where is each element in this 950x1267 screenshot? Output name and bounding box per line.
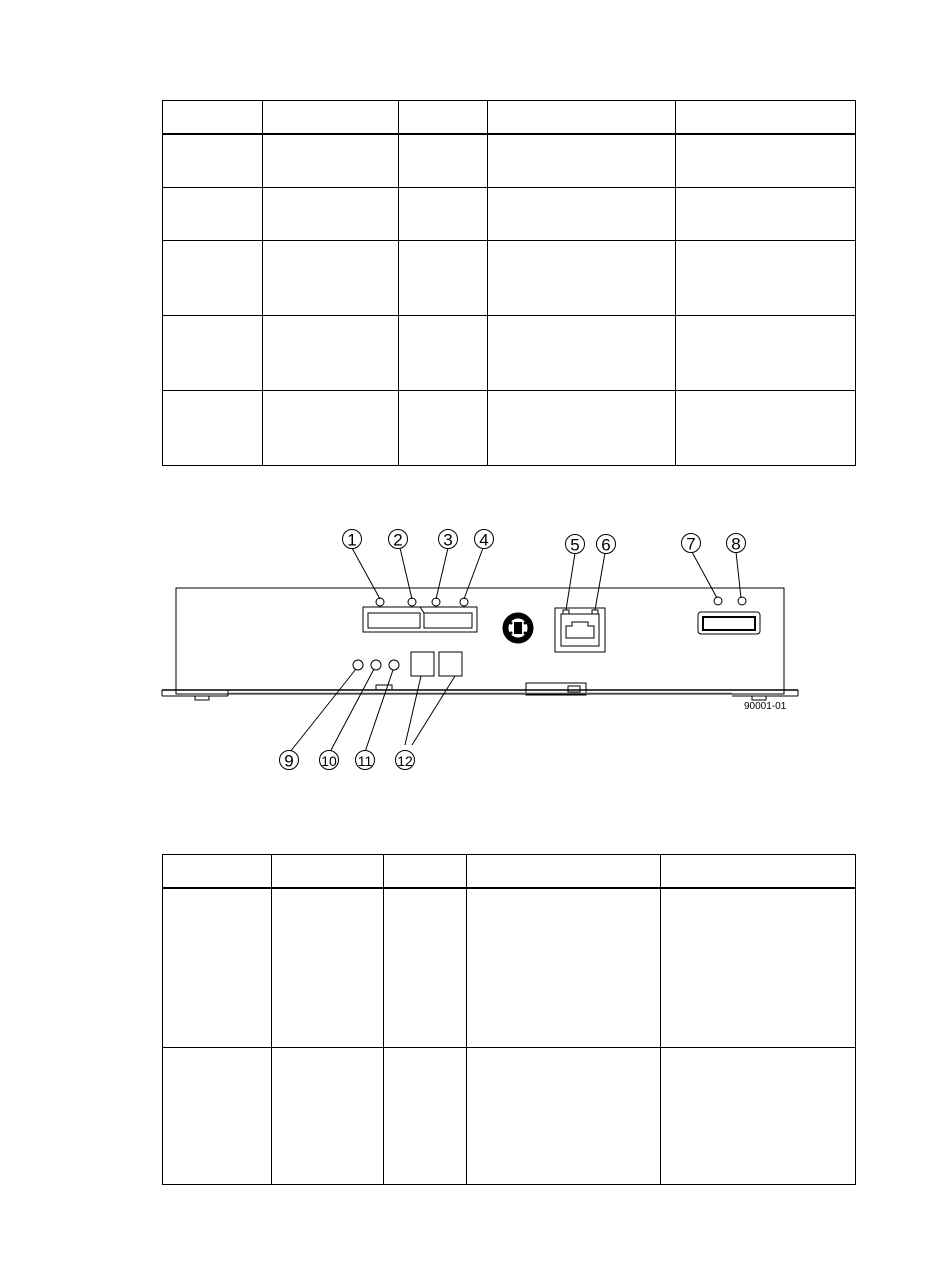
svg-text:11: 11 [357, 753, 373, 769]
led-1 [376, 598, 384, 606]
callout-1 [343, 530, 362, 550]
table-cell [272, 1048, 384, 1185]
table-cell [488, 241, 676, 316]
table-row [163, 188, 856, 241]
svg-text:8: 8 [731, 534, 741, 554]
led-3 [432, 598, 440, 606]
svg-text:7: 7 [686, 534, 696, 554]
svg-text:2: 2 [393, 530, 403, 550]
table-cell [263, 391, 399, 466]
table-cell [399, 188, 488, 241]
led-8 [738, 597, 746, 605]
table-cell [399, 316, 488, 391]
ethernet-led-6 [592, 610, 598, 614]
led-11 [389, 660, 399, 670]
svg-text:12: 12 [397, 753, 413, 769]
callout-4 [475, 530, 494, 550]
table-cell [163, 188, 263, 241]
callout-11 [356, 751, 375, 770]
table-cell [661, 1048, 856, 1185]
ethernet-port [555, 608, 605, 652]
seven-segment-display-2 [439, 652, 462, 676]
led-7 [714, 597, 722, 605]
table-row [163, 316, 856, 391]
table-row [163, 1048, 856, 1185]
header-cell [384, 855, 467, 888]
table-cell [163, 316, 263, 391]
callout-10 [320, 751, 339, 770]
table-cell [163, 391, 263, 466]
table-cell [399, 241, 488, 316]
svg-text:10: 10 [321, 753, 337, 769]
table-cell [384, 1048, 467, 1185]
svg-text:3: 3 [443, 530, 453, 550]
table-cell [488, 134, 676, 188]
header-cell [163, 101, 263, 134]
header-cell [676, 101, 856, 134]
table-cell [488, 391, 676, 466]
table-header-row [163, 855, 856, 888]
table-cell [263, 241, 399, 316]
ethernet-led-5 [563, 610, 569, 614]
host-port-1 [368, 613, 420, 628]
table-cell [263, 188, 399, 241]
header-cell [163, 855, 272, 888]
bottom-table [162, 854, 856, 1185]
svg-text:4: 4 [479, 530, 489, 550]
table-cell [676, 188, 856, 241]
table-cell [163, 134, 263, 188]
table-cell [661, 888, 856, 1048]
header-cell [263, 101, 399, 134]
table-cell [676, 241, 856, 316]
table-cell [467, 888, 661, 1048]
table-cell [488, 316, 676, 391]
table-cell [263, 316, 399, 391]
table-cell [272, 888, 384, 1048]
callout-2 [389, 530, 408, 550]
table-cell [488, 188, 676, 241]
svg-text:1: 1 [347, 530, 357, 550]
seven-segment-display-1 [411, 652, 434, 676]
figure-part-number: 90001-01 [744, 701, 787, 712]
callout-12 [396, 751, 415, 770]
callout-3 [439, 530, 458, 550]
header-cell [272, 855, 384, 888]
svg-text:9: 9 [284, 751, 294, 771]
table-row [163, 134, 856, 188]
table-cell [676, 391, 856, 466]
callout-5 [566, 535, 585, 555]
led-9 [353, 660, 363, 670]
callout-9 [280, 751, 299, 771]
led-2 [408, 598, 416, 606]
led-4 [460, 598, 468, 606]
header-cell [488, 101, 676, 134]
header-cell [399, 101, 488, 134]
table-cell [384, 888, 467, 1048]
controller-rear-panel-diagram [150, 520, 810, 780]
table-cell [399, 134, 488, 188]
table-header-row [163, 101, 856, 134]
table-cell [163, 1048, 272, 1185]
table-cell [163, 888, 272, 1048]
callout-6 [597, 535, 616, 555]
top-table [162, 100, 856, 466]
header-cell [661, 855, 856, 888]
header-cell [467, 855, 661, 888]
host-port-2 [424, 613, 472, 628]
svg-text:6: 6 [601, 535, 611, 555]
table-row [163, 391, 856, 466]
chassis-body [176, 588, 784, 694]
callout-7 [682, 534, 701, 554]
led-10 [371, 660, 381, 670]
table-cell [676, 134, 856, 188]
table-cell [676, 316, 856, 391]
table-row [163, 888, 856, 1048]
table-cell [399, 391, 488, 466]
table-cell [467, 1048, 661, 1185]
svg-text:5: 5 [570, 535, 580, 555]
table-cell [263, 134, 399, 188]
table-cell [163, 241, 263, 316]
table-row [163, 241, 856, 316]
callout-8 [727, 534, 746, 554]
